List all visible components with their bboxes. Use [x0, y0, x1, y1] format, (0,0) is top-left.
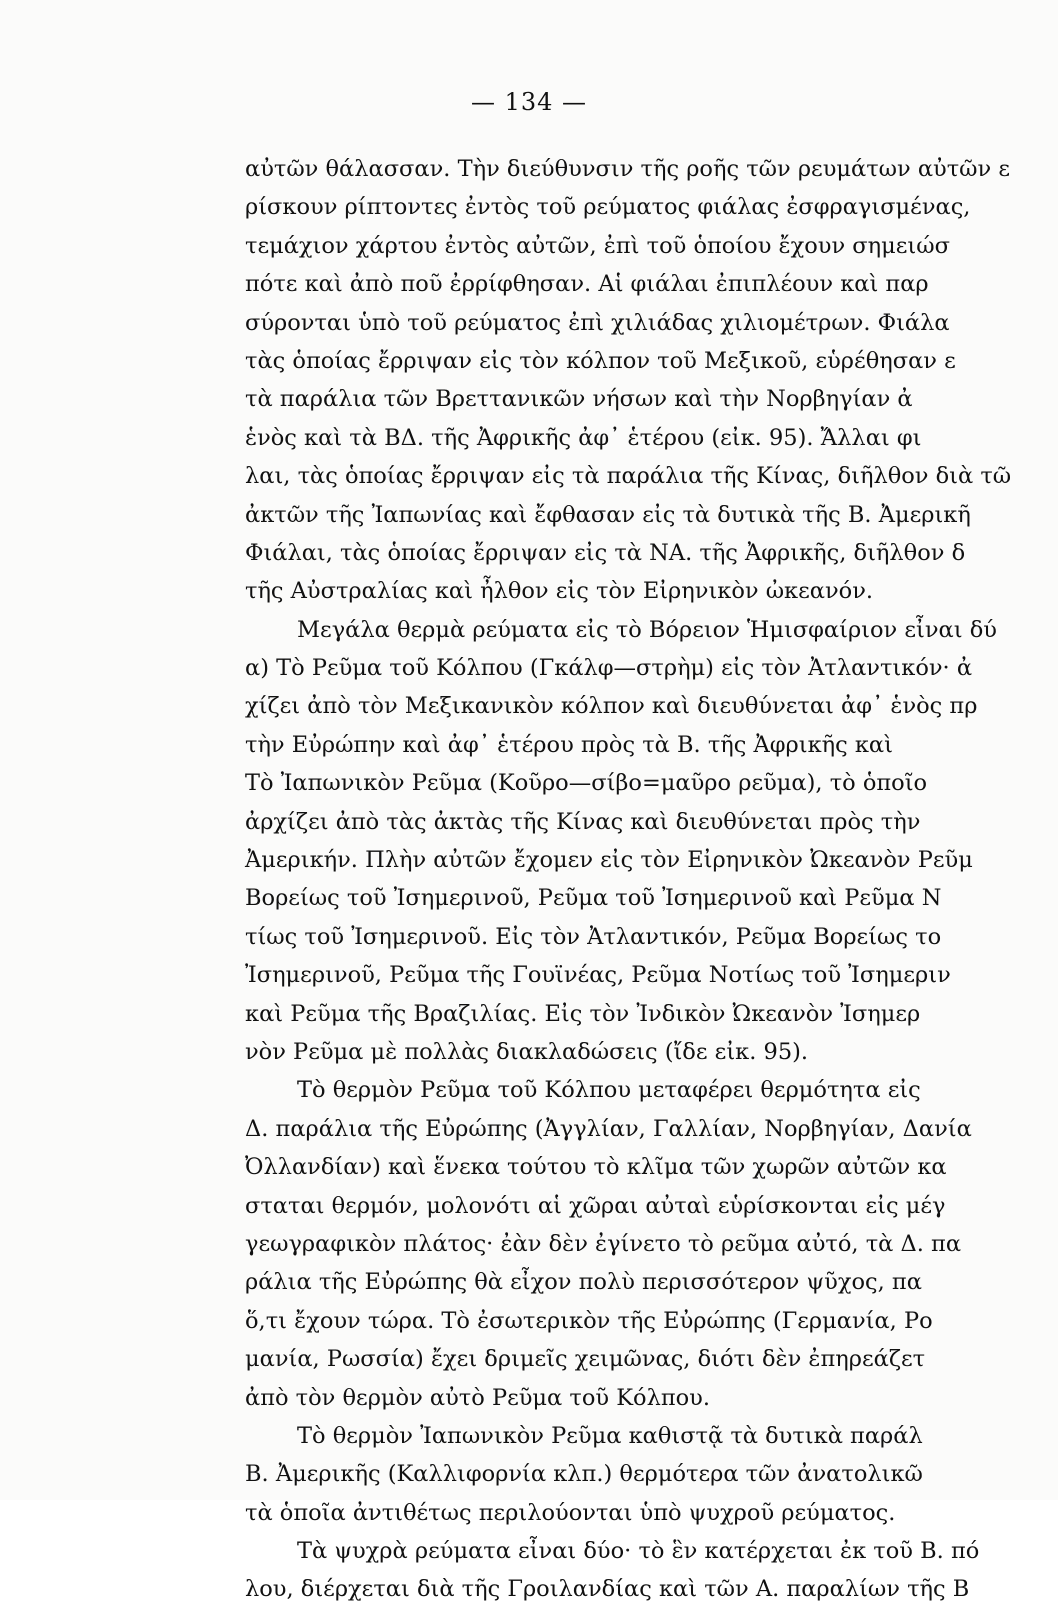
text-line: Τὸ θερμὸν Ρεῦμα τοῦ Κόλπου μεταφέρει θερμότητα εἰς: [297, 1077, 921, 1104]
text-line: τὰ ὁποῖα ἀντιθέτως περιλούονται ὑπὸ ψυχροῦ ρεύματος.: [245, 1499, 896, 1526]
text-line: τὰ παράλια τῶν Βρεττανικῶν νήσων καὶ τὴν Νορβηγίαν ἀ: [245, 386, 913, 413]
text-line: αὐτῶν θάλασσαν. Τὴν διεύθυνσιν τῆς ροῆς τῶν ρευμάτων αὐτῶν ε: [245, 156, 1010, 182]
text-line: Δ. παράλια τῆς Εὐρώπης (Ἀγγλίαν, Γαλλίαν, Νορβηγίαν, Δανία: [245, 1115, 972, 1142]
text-line: τίως τοῦ Ἰσημερινοῦ. Εἰς τὸν Ἀτλαντικόν, Ρεῦμα Βορείως το: [245, 923, 942, 950]
page-number: — 134 —: [470, 88, 588, 116]
text-line: τῆς Αὐστραλίας καὶ ἦλθον εἰς τὸν Εἰρηνικὸν ὠκεανόν.: [245, 578, 874, 605]
text-line: ρίσκουν ρίπτοντες ἐντὸς τοῦ ρεύματος φιάλας ἐσφραγισμένας,: [245, 194, 971, 221]
text-line: Τὸ θερμὸν Ἰαπωνικὸν Ρεῦμα καθιστᾷ τὰ δυτικὰ παράλ: [297, 1422, 923, 1449]
text-line: Ἰσημερινοῦ, Ρεῦμα τῆς Γουϊνέας, Ρεῦμα Νοτίως τοῦ Ἰσημεριν: [245, 962, 951, 989]
text-line: σταται θερμόν, μολονότι αἱ χῶραι αὐταὶ εὑρίσκονται εἰς μέγ: [245, 1192, 946, 1219]
text-line: Τὰ ψυχρὰ ρεύματα εἶναι δύο· τὸ ἓν κατέρχεται ἐκ τοῦ Β. πό: [297, 1538, 980, 1565]
text-line: τὰς ὁποίας ἔρριψαν εἰς τὸν κόλπον τοῦ Μεξικοῦ, εὑρέθησαν ε: [245, 347, 956, 374]
text-line: νὸν Ρεῦμα μὲ πολλὰς διακλαδώσεις (ἴδε εἰκ. 95).: [245, 1038, 809, 1065]
text-line: ἀπὸ τὸν θερμὸν αὐτὸ Ρεῦμα τοῦ Κόλπου.: [245, 1384, 710, 1411]
text-line: ἀκτῶν τῆς Ἰαπωνίας καὶ ἔφθασαν εἰς τὰ δυτικὰ τῆς Β. Ἀμερικῆ: [245, 501, 971, 528]
body-text: [245, 150, 1058, 1609]
text-line: Ἀμερικήν. Πλὴν αὐτῶν ἔχομεν εἰς τὸν Εἰρηνικὸν Ὠκεανὸν Ρεῦμ: [245, 847, 973, 874]
text-line: ἀρχίζει ἀπὸ τὰς ἀκτὰς τῆς Κίνας καὶ διευθύνεται πρὸς τὴν: [245, 808, 921, 835]
text-line: τεμάχιον χάρτου ἐντὸς αὐτῶν, ἐπὶ τοῦ ὁποίου ἔχουν σημειώσ: [245, 232, 950, 259]
text-line: καὶ Ρεῦμα τῆς Βραζιλίας. Εἰς τὸν Ἰνδικὸν Ὠκεανὸν Ἰσημερ: [245, 1000, 921, 1027]
text-line: Ὀλλανδίαν) καὶ ἕνεκα τούτου τὸ κλῖμα τῶν χωρῶν αὐτῶν κα: [245, 1154, 947, 1181]
text-line: Μεγάλα θερμὰ ρεύματα εἰς τὸ Βόρειον Ἡμισφαίριον εἶναι δύ: [297, 616, 997, 643]
text-line: χίζει ἀπὸ τὸν Μεξικανικὸν κόλπον καὶ διευθύνεται ἀφ᾽ ἑνὸς πρ: [245, 693, 978, 720]
text-line: λου, διέρχεται διὰ τῆς Γροιλανδίας καὶ τῶν Α. παραλίων τῆς Β: [245, 1576, 970, 1603]
text-line: ἑνὸς καὶ τὰ ΒΔ. τῆς Ἀφρικῆς ἀφ᾽ ἑτέρου (εἰκ. 95). Ἄλλαι φι: [245, 424, 922, 451]
text-line: τὴν Εὐρώπην καὶ ἀφ᾽ ἑτέρου πρὸς τὰ Β. τῆς Ἀφρικῆς καὶ: [245, 731, 893, 758]
text-line: ὅ,τι ἔχουν τώρα. Τὸ ἐσωτερικὸν τῆς Εὐρώπης (Γερμανία, Ρο: [245, 1307, 933, 1334]
text-line: Β. Ἀμερικῆς (Καλλιφορνία κλπ.) θερμότερα τῶν ἀνατολικῶ: [245, 1461, 923, 1488]
text-line: πότε καὶ ἀπὸ ποῦ ἐρρίφθησαν. Αἱ φιάλαι ἐπιπλέουν καὶ παρ: [245, 271, 929, 298]
text-line: σύρονται ὑπὸ τοῦ ρεύματος ἐπὶ χιλιάδας χιλιομέτρων. Φιάλα: [245, 309, 950, 336]
text-line: Βορείως τοῦ Ἰσημερινοῦ, Ρεῦμα τοῦ Ἰσημερινοῦ καὶ Ρεῦμα Ν: [245, 885, 942, 912]
text-line: Φιάλαι, τὰς ὁποίας ἔρριψαν εἰς τὰ ΝΑ. τῆς Ἀφρικῆς, διῆλθον δ: [245, 539, 966, 566]
text-line: α) Τὸ Ρεῦμα τοῦ Κόλπου (Γκάλφ—στρὴμ) εἰς τὸν Ἀτλαντικόν· ἀ: [245, 655, 973, 682]
text-line: Τὸ Ἰαπωνικὸν Ρεῦμα (Κοῦρο—σίβο=μαῦρο ρεῦμα), τὸ ὁποῖο: [245, 770, 928, 797]
text-line: γεωγραφικὸν πλάτος· ἐὰν δὲν ἐγίνετο τὸ ρεῦμα αὐτό, τὰ Δ. πα: [245, 1230, 962, 1257]
text-line: ράλια τῆς Εὐρώπης θὰ εἶχον πολὺ περισσότερον ψῦχος, πα: [245, 1269, 922, 1296]
text-line: λαι, τὰς ὁποίας ἔρριψαν εἰς τὰ παράλια τῆς Κίνας, διῆλθον διὰ τῶ: [245, 463, 1012, 490]
text-line: μανία, Ρωσσία) ἔχει δριμεῖς χειμῶνας, διότι δὲν ἐπηρεάζετ: [245, 1346, 926, 1373]
